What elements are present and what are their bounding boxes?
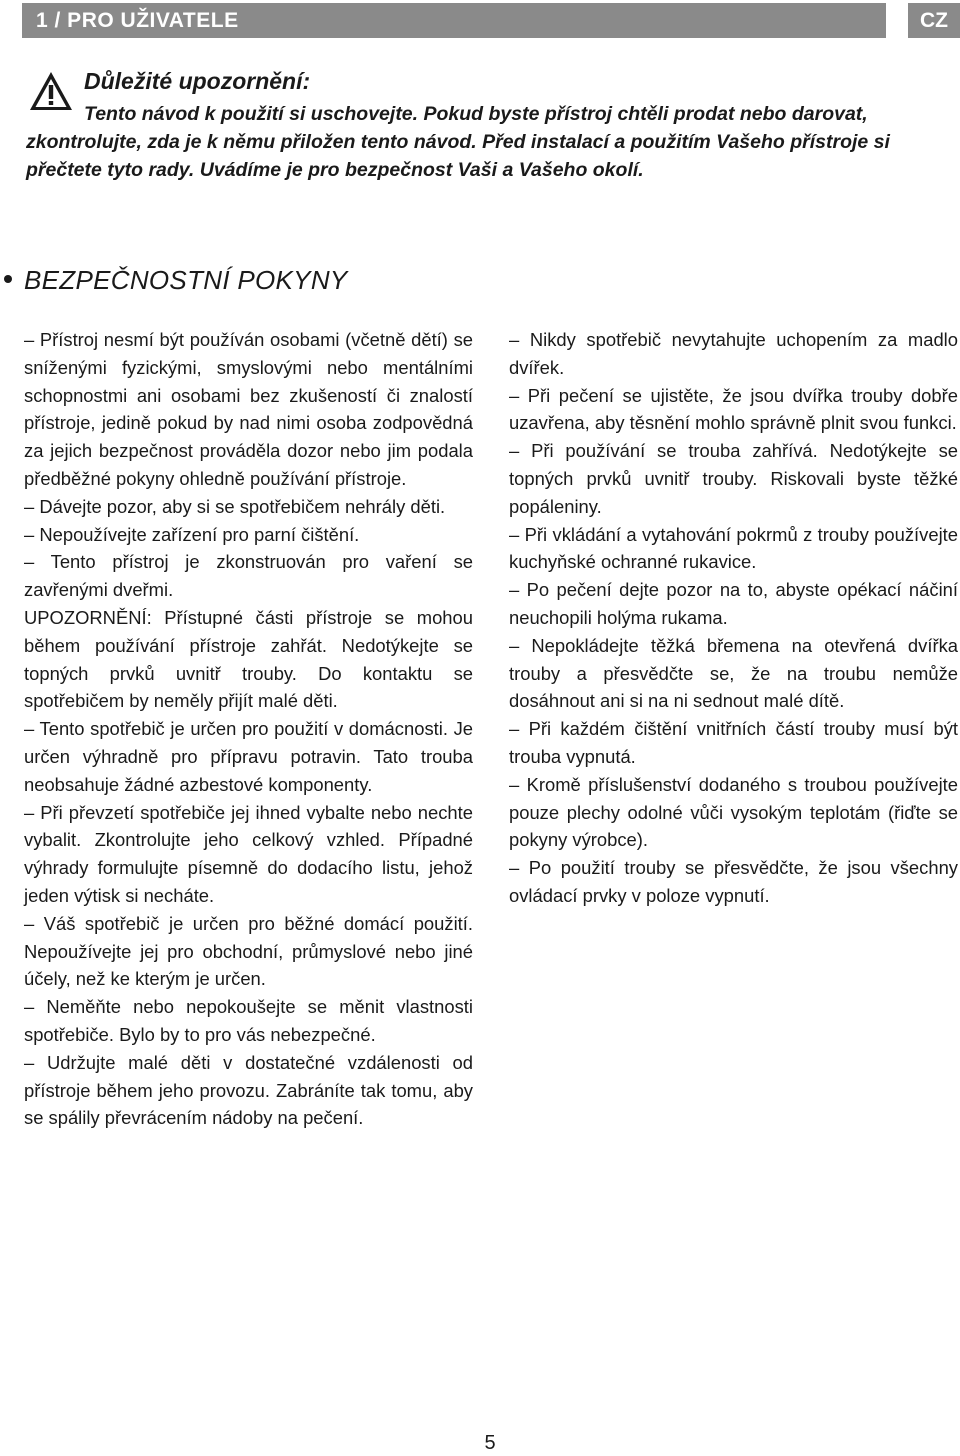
safety-paragraph: – Tento spotřebič je určen pro použití v domácnosti. Je určen výhradně pro přípravu potravin. Tato trouba neobsahuje žádné azbestové komponenty.: [24, 718, 473, 795]
safety-right-column: [509, 326, 958, 910]
page-number: 5: [484, 1432, 496, 1454]
warning-text-first: Tento návod k použití si uschovejte. Pokud byste přístroj chtěli prodat nebo darovat,: [84, 103, 868, 125]
safety-paragraph: – Udržujte malé děti v dostatečné vzdálenosti od přístroje během jeho provozu. Zabráníte tak tomu, aby se spálily převrácením nádoby na pečení.: [24, 1051, 473, 1129]
safety-paragraph: – Tento přístroj je zkonstruován pro vaření se zavřenými dveřmi.: [24, 551, 473, 601]
language-badge-label: CZ: [920, 9, 948, 32]
safety-paragraph: UPOZORNĚNÍ: Přístupné části přístroje se mohou během používání přístroje zahřát. Nedotýkejte se topných prvků uvnitř trouby. Do kontaktu se spotřebičem by neměly přijít malé děti.: [24, 606, 473, 712]
safety-paragraph: – Při každém čištění vnitřních částí trouby musí být trouba vypnutá.: [509, 718, 958, 767]
safety-paragraph: – Přístroj nesmí být používán osobami (včetně dětí) se sníženými fyzickými, smyslovými nebo mentálními schopnostmi ani osobami bez zkušeností či znalostí přístroje, jedině pokud by nad nimi osoba zodpovědná za jejich bezpečnost prováděla dozor nebo jim podala předběžné pokyny ohledně používání přístroje.: [24, 329, 473, 489]
section-header: [22, 3, 886, 38]
safety-paragraph: – Nepokládejte těžká břemena na otevřená dvířka trouby a přesvědčte se, že na troubu nemůže dosáhnout ani si na ni sednout malé dítě.: [509, 634, 958, 712]
safety-paragraph: – Při převzetí spotřebiče jej ihned vybalte nebo nechte vybalit. Zkontrolujte jeho celkový vzhled. Případné výhrady formulujte písemně do dodacího listu, jehož jeden výtisk si necháte.: [24, 801, 473, 906]
section-header-title: 1 / PRO UŽIVATELE: [36, 9, 239, 32]
bullet-icon: [4, 275, 12, 283]
safety-paragraph: – Po použití trouby se přesvědčte, že jsou všechny ovládací prvky v poloze vypnutí.: [509, 857, 958, 906]
safety-paragraph: – Při pečení se ujistěte, že jsou dvířka trouby dobře uzavřena, aby těsnění mohlo správně plnit svou funkci.: [509, 384, 958, 434]
warning-text: [26, 100, 946, 184]
warning-title: Důležité upozornění:: [84, 68, 311, 94]
safety-left-column: [24, 326, 473, 1132]
safety-paragraph: – Neměňte nebo nepokoušejte se měnit vlastnosti spotřebiče. Bylo by to pro vás nebezpečné.: [24, 996, 473, 1045]
safety-paragraph: – Nepoužívejte zařízení pro parní čištění.: [24, 523, 360, 545]
safety-paragraph: – Při vkládání a vytahování pokrmů z trouby používejte kuchyňské ochranné rukavice.: [509, 523, 958, 573]
safety-paragraph: – Nikdy spotřebič nevytahujte uchopením za madlo dvířek.: [509, 329, 958, 378]
warning-text-rest: zkontrolujte, zda je k němu přiložen tento návod. Před instalací a použitím Vašeho přístroje si přečtete tyto rady. Uvádíme je pro bezpečnost Vaši a Vašeho okolí.: [26, 131, 890, 181]
safety-paragraph: – Při používání se trouba zahřívá. Nedotýkejte se topných prvků uvnitř trouby. Riskovali byste těžké popáleniny.: [509, 440, 958, 517]
safety-paragraph: – Dávejte pozor, aby si se spotřebičem nehrály děti.: [24, 495, 446, 517]
safety-paragraph: – Váš spotřebič je určen pro běžné domácí použití. Nepoužívejte jej pro obchodní, průmyslové nebo jiné účely, než ke kterým je určen.: [24, 912, 473, 990]
safety-heading: [4, 264, 348, 296]
safety-paragraph: – Po pečení dejte pozor na to, abyste opékací náčiní neuchopili holýma rukama.: [509, 579, 958, 628]
safety-heading-text: BEZPEČNOSTNÍ POKYNY: [24, 265, 348, 295]
language-badge: [908, 3, 960, 38]
safety-paragraph: – Kromě příslušenství dodaného s troubou používejte pouze plechy odolné vůči vysokým teplotám (řiďte se pokyny výrobce).: [509, 773, 958, 851]
